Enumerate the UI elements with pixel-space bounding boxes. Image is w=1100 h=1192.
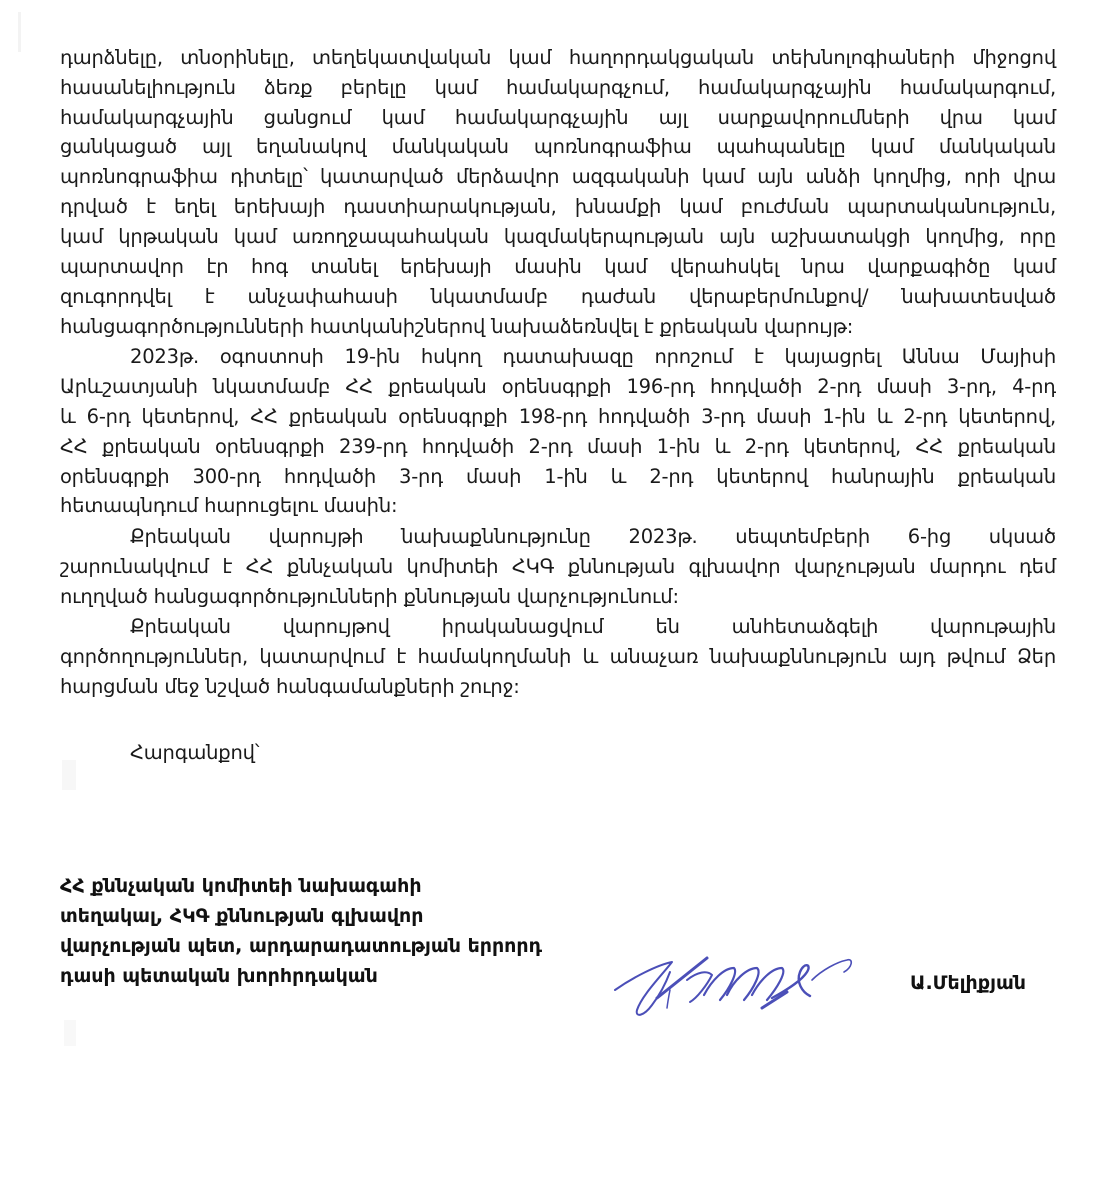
text-line: Քրեական վարույթով իրականացվում են անհետաձգելի վարութային xyxy=(130,615,1056,638)
text-line: դրված է եղել երեխայի դաստիարակության, խնամքի կամ բուժման պարտականություն, xyxy=(60,195,1056,218)
text-line: գործողություններ, կատարվում է համակողմանի և անաչառ նախաքննություն այդ թվում Ձեր xyxy=(60,645,1056,668)
text-line: և 6-րդ կետերով, ՀՀ քրեական օրենսգրքի 198-րդ հոդվածի 3-րդ մասի 1-ին և 2-րդ կետերով, xyxy=(60,405,1056,428)
text-line: հասանելիություն ձեռք բերելը կամ համակարգչում, համակարգչային համակարգում, xyxy=(60,76,1056,99)
text-line: ուղղված հանցագործությունների քննության վարչությունում: xyxy=(60,585,679,608)
text-line: դարձնելը, տնօրինելը, տեղեկատվական կամ հաղորդակցական տեխնոլոգիաների միջոցով xyxy=(60,46,1056,69)
text-line: շարունակվում է ՀՀ քննչական կոմիտեի ՀԿԳ քննության գլխավոր վարչության մարդու դեմ xyxy=(60,555,1056,578)
text-line: զուգորդվել է անչափահասի նկատմամբ դաժան վերաբերմունքով/ նախատեսված xyxy=(60,285,1056,308)
text-line: կամ կրթական կամ առողջապահական կազմակերպության այն աշխատակցի կողմից, որը xyxy=(60,225,1056,248)
scan-artifact xyxy=(64,1020,76,1046)
text-line: օրենսգրքի 300-րդ հոդվածի 3-րդ մասի 1-ին և 2-րդ կետերով հանրային քրեական xyxy=(60,465,1056,488)
text-line: Քրեական վարույթի նախաքննությունը 2023թ. սեպտեմբերի 6-ից սկսած xyxy=(130,525,1056,548)
text-line: 2023թ. օգոստոսի 19-ին հսկող դատախազը որոշում է կայացրել Աննա Մայիսի xyxy=(130,345,1056,368)
text-line: ՀՀ քրեական օրենսգրքի 239-րդ հոդվածի 2-րդ մասի 1-ին և 2-րդ կետերով, ՀՀ քրեական xyxy=(60,435,1056,458)
text-line: ցանկացած այլ եղանակով մանկական պոռնոգրաֆիա պահպանելը կամ մանկական xyxy=(60,135,1056,158)
text-line: համակարգչային ցանցում կամ համակարգչային այլ սարքավորումների վրա կամ xyxy=(60,106,1056,129)
text-line: հանցագործությունների հատկանիշներով նախաձեռնվել է քրեական վարույթ: xyxy=(60,315,854,338)
text-line: հետապնդում հարուցելու մասին: xyxy=(60,494,398,517)
text-line: հարցման մեջ նշված հանգամանքների շուրջ: xyxy=(60,675,520,698)
signatory-title-line: դասի պետական խորհրդական xyxy=(60,965,378,987)
signatory-title-line: տեղակալ, ՀԿԳ քննության գլխավոր xyxy=(60,905,424,927)
scan-artifact xyxy=(62,760,76,790)
handwritten-signature xyxy=(612,950,862,1020)
signatory-name: Ա.Մելիքյան xyxy=(910,972,1026,994)
text-line: պոռնոգրաֆիա դիտելը՝ կատարված մերձավոր ազգականի կամ այն անձի կողմից, որի վրա xyxy=(60,165,1056,188)
signatory-title-line: ՀՀ քննչական կոմիտեի նախագահի xyxy=(60,875,422,897)
signatory-title-line: վարչության պետ, արդարադատության երրորդ xyxy=(60,935,543,957)
closing-salutation: Հարգանքով՝ xyxy=(130,741,260,764)
text-line: Արևշատյանի նկատմամբ ՀՀ քրեական օրենսգրքի 196-րդ հոդվածի 2-րդ մասի 3-րդ, 4-րդ xyxy=(60,375,1056,398)
scan-artifact xyxy=(18,12,21,52)
text-line: պարտավոր էր հոգ տանել երեխայի մասին կամ վերահսկել նրա վարքագիծը կամ xyxy=(60,255,1056,278)
